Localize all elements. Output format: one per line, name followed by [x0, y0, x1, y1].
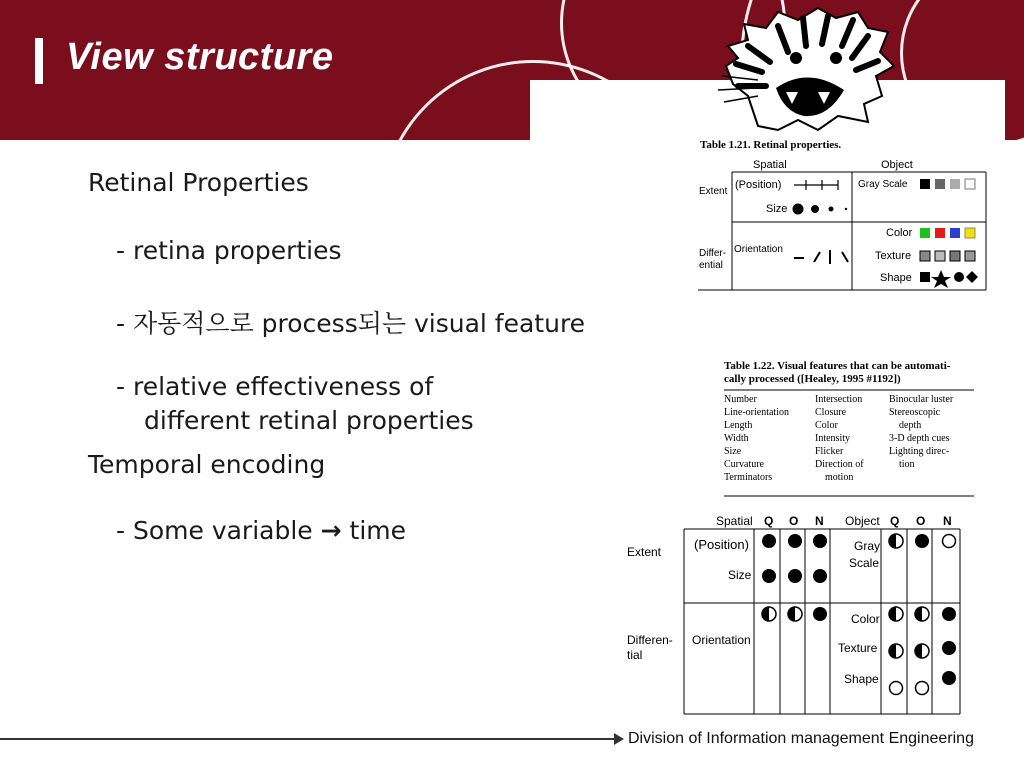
table-121-size: Size	[766, 203, 788, 215]
table-122-cell: Terminators	[724, 472, 773, 483]
table3-header: N	[815, 514, 824, 528]
table-122-cell: Stereoscopic	[889, 407, 941, 418]
some-variable-text: - Some variable	[116, 516, 313, 545]
table-122-cell: Length	[724, 420, 753, 431]
table-122-caption-line2: cally processed ([Healey, 1995 #1192])	[724, 373, 901, 385]
table-121-texture: Texture	[875, 250, 912, 262]
table-122-cell: Intensity	[815, 433, 850, 444]
table-122-cell: Binocular luster	[889, 394, 954, 405]
table-122-cell: motion	[825, 472, 854, 483]
footer-department: Division of Information management Engineering	[628, 730, 974, 747]
table-121-caption: Table 1.21. Retinal properties.	[700, 139, 842, 151]
table3-row-diff-1: Differen-	[627, 633, 673, 647]
table-1-21-retinal-properties	[698, 136, 998, 292]
table3-header: Q	[890, 514, 900, 528]
table-122-cell: Closure	[815, 407, 847, 418]
table3-size: Size	[728, 568, 752, 582]
tiger-logo-icon	[718, 6, 898, 132]
table3-header: Object	[845, 514, 880, 528]
table3-orientation: Orientation	[692, 633, 751, 647]
table-122-cell: Size	[724, 446, 742, 457]
table-1-22-visual-features	[722, 352, 982, 502]
table3-row-extent: Extent	[627, 545, 662, 559]
table3-gray-2: Scale	[849, 556, 880, 570]
footer-arrow-icon	[614, 733, 624, 745]
table-121-gray-scale: Gray Scale	[858, 179, 908, 190]
sub-bullet-relative-effectiveness: - relative effectiveness of	[116, 372, 434, 401]
table3-position: (Position)	[694, 537, 749, 552]
bullet-temporal-encoding: Temporal encoding	[88, 450, 326, 479]
table-122-cell: Intersection	[815, 394, 863, 405]
title-accent-bar	[35, 38, 43, 84]
sub-bullet-retina-properties: - retina properties	[116, 236, 342, 265]
table-121-position: (Position)	[735, 179, 782, 191]
table-122-cell: Line-orientation	[724, 407, 789, 418]
table-122-cell: 3-D depth cues	[889, 433, 950, 444]
table3-header: Spatial	[716, 514, 753, 528]
table-121-col-object: Object	[881, 159, 913, 171]
table-121-row-differential-2: ential	[699, 260, 723, 271]
bullet-retinal-properties: Retinal Properties	[88, 168, 309, 197]
sub-bullet-some-variable	[116, 516, 406, 545]
time-text: time	[349, 516, 407, 545]
table3-texture: Texture	[838, 641, 878, 655]
table-121-orientation: Orientation	[734, 244, 783, 255]
table-122-caption-line1: Table 1.22. Visual features that can be automati-	[724, 360, 951, 372]
sub-bullet-auto-process: - 자동적으로 process되는 visual feature	[116, 309, 586, 338]
page-title: View structure	[66, 36, 334, 78]
table-retinal-effectiveness	[620, 510, 970, 720]
footer-rule	[0, 738, 620, 740]
table3-header: Q	[764, 514, 774, 528]
table-121-col-spatial: Spatial	[753, 159, 787, 171]
table3-color: Color	[851, 612, 880, 626]
table-122-cell: tion	[899, 459, 915, 470]
table3-row-diff-2: tial	[627, 648, 643, 662]
table-122-cell: Lighting direc-	[889, 446, 950, 457]
table-122-cell: Color	[815, 420, 838, 431]
table3-header: N	[943, 514, 952, 528]
table-121-row-extent: Extent	[699, 186, 728, 197]
table-122-cell: Width	[724, 433, 749, 444]
table-122-cell: Direction of	[815, 459, 864, 470]
table-122-cell: Curvature	[724, 459, 764, 470]
sub-bullet-relative-effectiveness-cont: different retinal properties	[144, 406, 474, 435]
table-121-row-differential-1: Differ-	[699, 248, 727, 259]
table-121-shape: Shape	[880, 272, 912, 284]
table3-header: O	[789, 514, 799, 528]
table-122-cell: Number	[724, 394, 757, 405]
table3-shape: Shape	[844, 672, 879, 686]
table3-gray-1: Gray	[854, 539, 881, 553]
table-122-cell: depth	[899, 420, 922, 431]
table3-header: O	[916, 514, 926, 528]
table-121-color: Color	[886, 227, 913, 239]
arrow-right-icon: →	[320, 516, 342, 545]
table-122-cell: Flicker	[815, 446, 844, 457]
